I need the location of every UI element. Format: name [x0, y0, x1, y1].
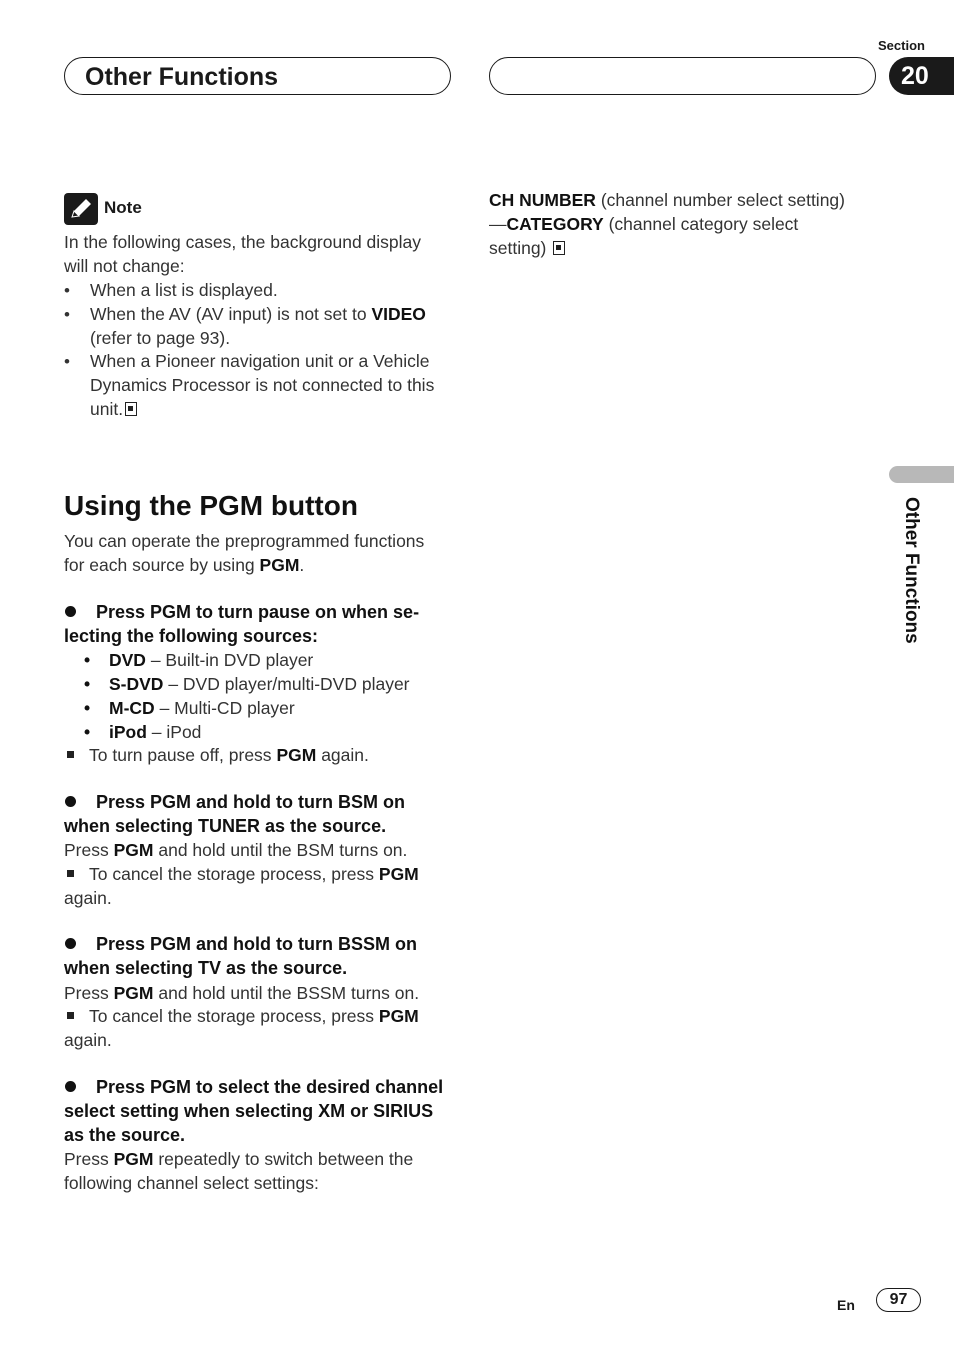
tip-square-icon	[67, 751, 74, 758]
note-item-2	[90, 302, 426, 326]
section-intro-line1: You can operate the preprogrammed functions	[64, 531, 425, 551]
note-bullet-3	[64, 349, 454, 419]
source-item: • DVD – Built-in DVD player	[84, 650, 314, 670]
category-bold: CATEGORY	[506, 214, 604, 234]
end-mark-icon	[125, 402, 137, 416]
step-1-line1: Press PGM to turn pause on when se-	[96, 602, 420, 622]
step-2-tip	[89, 862, 419, 886]
source-item: • M-CD – Multi-CD player	[84, 698, 295, 718]
source-desc: – Built-in DVD player	[150, 650, 314, 670]
source-desc: – iPod	[151, 722, 202, 742]
channel-line2	[489, 212, 889, 236]
ch-number-bold: CH NUMBER	[489, 190, 596, 210]
source-desc: – DVD player/multi-DVD player	[168, 674, 410, 694]
bullet-mark: •	[64, 352, 70, 371]
step-2-tip-line2: again.	[64, 888, 112, 908]
note-label: Note	[104, 198, 142, 217]
step-1-tip	[89, 743, 369, 767]
section-label: Section	[878, 38, 925, 53]
channel-line1	[489, 188, 889, 212]
source-code: S-DVD	[109, 674, 164, 694]
side-tab-marker	[889, 466, 954, 483]
source-code: iPod	[109, 722, 147, 742]
note-item-3-line2: Dynamics Processor is not connected to this	[90, 375, 435, 395]
ch-number-desc: (channel number select setting)	[600, 190, 845, 210]
note-bullet-1	[64, 278, 454, 303]
page-number: 97	[876, 1288, 921, 1312]
step-3-body	[64, 981, 419, 1005]
header-empty-pill	[489, 57, 876, 95]
step-2-line2: when selecting TUNER as the source.	[64, 816, 387, 836]
step-2-line1: Press PGM and hold to turn BSM on	[96, 792, 406, 812]
note-item-2-text: When the AV (AV input) is not set to	[90, 304, 367, 324]
source-code: DVD	[109, 650, 146, 670]
tip-bold: PGM	[378, 864, 419, 884]
step-3-tip-line2: again.	[64, 1030, 112, 1050]
step-4-heading	[64, 1075, 464, 1147]
source-desc: – Multi-CD player	[159, 698, 295, 718]
intro-text: for each source by using	[64, 555, 255, 575]
step-1-heading	[64, 600, 464, 648]
body-bold: PGM	[113, 840, 154, 860]
note-item-3-text: unit.	[90, 399, 124, 419]
step-4-body-line1	[64, 1147, 464, 1171]
note-intro-line1: In the following cases, the background display	[64, 232, 422, 252]
tip-square-icon	[67, 1012, 74, 1019]
note-pencil-icon	[64, 193, 98, 225]
language-label: En	[837, 1297, 855, 1313]
note-item-3-line1: When a Pioneer navigation unit or a Vehicle	[90, 351, 430, 371]
body-text: Press	[64, 1149, 109, 1169]
end-mark-icon	[553, 241, 565, 255]
intro-period: .	[299, 555, 305, 575]
section-number: 20	[889, 57, 954, 95]
step-3-heading	[64, 932, 464, 980]
bullet-mark: •	[64, 305, 70, 324]
tip-text: To cancel the storage process, press	[89, 864, 375, 884]
note-item-2-bold: VIDEO	[371, 304, 426, 324]
body-text-post: and hold until the BSM turns on.	[158, 840, 408, 860]
step-4-line2: select setting when selecting XM or SIRIUS	[64, 1101, 434, 1121]
header-title-pill	[64, 57, 451, 95]
page-header-title: Other Functions	[85, 63, 279, 91]
section-intro-line2	[64, 553, 464, 577]
note-intro	[64, 230, 454, 278]
side-tab-label: Other Functions	[901, 497, 922, 644]
step-2-heading	[64, 790, 464, 838]
note-bullet-2	[64, 302, 454, 348]
step-3-tip	[89, 1004, 419, 1028]
section-heading: Using the PGM button	[64, 490, 358, 521]
dash: —	[489, 214, 507, 234]
intro-bold: PGM	[259, 555, 300, 575]
note-intro-line2: will not change:	[64, 256, 185, 276]
tip-text: To cancel the storage process, press	[89, 1006, 375, 1026]
step-4-line1: Press PGM to select the desired channel	[96, 1077, 444, 1097]
source-list	[84, 648, 464, 744]
category-desc: (channel category select	[608, 214, 799, 234]
note-item-2-line2: (refer to page 93).	[90, 328, 231, 348]
bullet-mark: •	[64, 281, 70, 300]
step-2-body	[64, 838, 407, 862]
note-item-3-line3	[90, 397, 137, 421]
step-4-line3: as the source.	[64, 1125, 186, 1145]
step-4-body-line2: following channel select settings:	[64, 1173, 319, 1193]
tip-square-icon	[67, 870, 74, 877]
tip-bold: PGM	[378, 1006, 419, 1026]
body-text: Press	[64, 840, 109, 860]
body-text: Press	[64, 983, 109, 1003]
body-bold: PGM	[113, 1149, 154, 1169]
body-text-post: and hold until the BSSM turns on.	[158, 983, 420, 1003]
source-item: • S-DVD – DVD player/multi-DVD player	[84, 674, 410, 694]
step-3-line1: Press PGM and hold to turn BSSM on	[96, 934, 418, 954]
tip-text-post: again.	[321, 745, 369, 765]
body-text-post: repeatedly to switch between the	[158, 1149, 414, 1169]
channel-line3	[489, 236, 889, 260]
channel-settings	[489, 188, 889, 260]
step-1-line2: lecting the following sources:	[64, 626, 319, 646]
step-4-body	[64, 1147, 464, 1195]
source-code: M-CD	[109, 698, 155, 718]
source-item: • iPod – iPod	[84, 722, 202, 742]
note-item-1: When a list is displayed.	[90, 280, 278, 300]
tip-text: To turn pause off, press	[89, 745, 272, 765]
setting-text: setting)	[489, 238, 547, 258]
body-bold: PGM	[113, 983, 154, 1003]
section-intro	[64, 529, 464, 577]
tip-bold: PGM	[276, 745, 317, 765]
step-3-line2: when selecting TV as the source.	[64, 958, 348, 978]
